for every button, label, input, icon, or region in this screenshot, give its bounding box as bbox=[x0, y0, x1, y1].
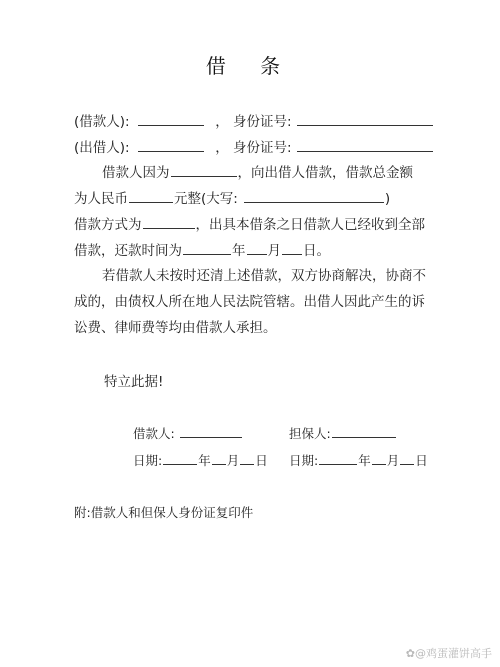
reason-blank[interactable] bbox=[171, 162, 237, 177]
borrower-name-blank[interactable] bbox=[138, 111, 204, 126]
lender-id-blank[interactable] bbox=[297, 137, 433, 152]
guarantor-date-row bbox=[289, 452, 428, 470]
text: 年 bbox=[232, 243, 246, 259]
text: 月 bbox=[267, 243, 281, 259]
text: ，向出借人借款，借款总金额 bbox=[237, 165, 413, 181]
borrower-date-row bbox=[133, 452, 268, 470]
text: 借款方式为 bbox=[74, 217, 142, 233]
repay-year-blank[interactable] bbox=[183, 240, 231, 255]
guarantor-month-blank[interactable] bbox=[372, 452, 386, 465]
borrower-sign-blank[interactable] bbox=[180, 425, 242, 438]
guarantor-day-blank[interactable] bbox=[400, 452, 414, 465]
para1-line2 bbox=[74, 188, 390, 209]
text: ，出具本借条之日借款人已经收到全部 bbox=[195, 217, 425, 233]
method-blank[interactable] bbox=[143, 214, 195, 229]
borrower-id-blank[interactable] bbox=[297, 111, 433, 126]
document-title: 借 条 bbox=[205, 54, 295, 78]
text: 借款人因为 bbox=[102, 165, 170, 181]
text: 日 bbox=[415, 453, 428, 468]
borrower-day-blank[interactable] bbox=[240, 452, 254, 465]
borrower-signature-row bbox=[133, 425, 243, 443]
guarantor-signature-row bbox=[289, 425, 397, 443]
lender-row bbox=[74, 137, 434, 158]
text: 年 bbox=[358, 453, 371, 468]
lender-name-blank[interactable] bbox=[138, 137, 204, 152]
para1-line4 bbox=[74, 240, 330, 261]
text: 月 bbox=[226, 453, 240, 468]
text: 年 bbox=[198, 453, 211, 468]
borrower-sign-label: 借款人: bbox=[133, 426, 175, 441]
borrower-label: (借款人): bbox=[74, 114, 130, 130]
borrower-row bbox=[74, 111, 434, 132]
date-label: 日期: bbox=[289, 453, 319, 468]
guarantor-year-blank[interactable] bbox=[319, 452, 357, 465]
borrower-month-blank[interactable] bbox=[212, 452, 226, 465]
repay-day-blank[interactable] bbox=[282, 240, 302, 255]
text: 借款，还款时间为 bbox=[74, 243, 182, 259]
amount-blank[interactable] bbox=[129, 188, 173, 203]
text: ) bbox=[384, 191, 391, 207]
para2-line1: 若借款人未按时还清上述借款，双方协商解决，协商不 bbox=[102, 268, 426, 284]
guarantor-sign-blank[interactable] bbox=[332, 425, 396, 438]
attachment-note: 附:借款人和但保人身份证复印件 bbox=[74, 505, 254, 520]
text: 元整(大写: bbox=[174, 191, 238, 207]
text: 日。 bbox=[303, 243, 330, 259]
watermark: ✿@鸡蛋灌饼高手 bbox=[405, 647, 492, 660]
para2-line3: 讼费、律师费等均由借款人承担。 bbox=[74, 320, 277, 336]
text: 月 bbox=[386, 453, 400, 468]
para1-line1 bbox=[102, 162, 413, 183]
amount-words-blank[interactable] bbox=[244, 188, 384, 203]
lender-label: (出借人): bbox=[74, 140, 130, 156]
borrower-year-blank[interactable] bbox=[163, 452, 197, 465]
para2-line2: 成的，由债权人所在地人民法院管辖。出借人因此产生的诉 bbox=[74, 294, 425, 310]
special-statement: 特立此据! bbox=[104, 374, 164, 390]
para1-line3 bbox=[74, 214, 425, 235]
text: 日 bbox=[255, 453, 268, 468]
text: 为人民币 bbox=[74, 191, 128, 207]
guarantor-sign-label: 担保人: bbox=[289, 426, 331, 441]
date-label: 日期: bbox=[133, 453, 163, 468]
comma: ， bbox=[215, 140, 229, 156]
repay-month-blank[interactable] bbox=[247, 240, 267, 255]
borrower-id-label: 身份证号: bbox=[232, 114, 292, 130]
comma: ， bbox=[215, 114, 229, 130]
lender-id-label: 身份证号: bbox=[232, 140, 292, 156]
